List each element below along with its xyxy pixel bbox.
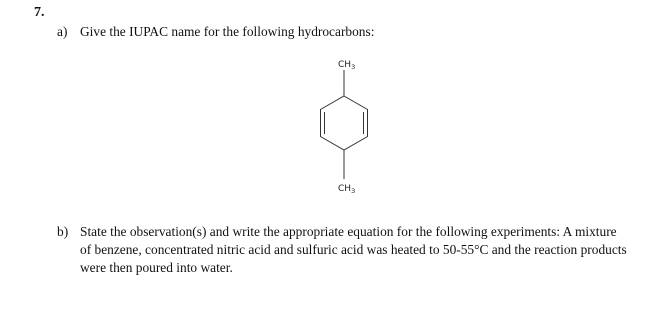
part-b-marker: b) — [57, 224, 69, 239]
top-methyl-label: $CH_3$ — [338, 60, 356, 71]
question-number: 7. — [34, 5, 45, 20]
bottom-methyl-label: $CH_3$ — [338, 184, 356, 195]
part-b-text: State the observation(s) and write the appropriate equation for the following experiments: A mixture of benzene, concentrated nitric acid and sulfuric acid was heated to 50-55°C and the reaction products were then poured into water. — [80, 224, 627, 275]
part-a — [57, 23, 374, 41]
part-a-text: Give the IUPAC name for the following hydrocarbons: — [80, 24, 375, 39]
part-a-marker: a) — [57, 24, 68, 39]
benzene-ring — [321, 96, 368, 150]
part-b — [57, 223, 627, 277]
para-xylene-structure — [300, 55, 390, 200]
